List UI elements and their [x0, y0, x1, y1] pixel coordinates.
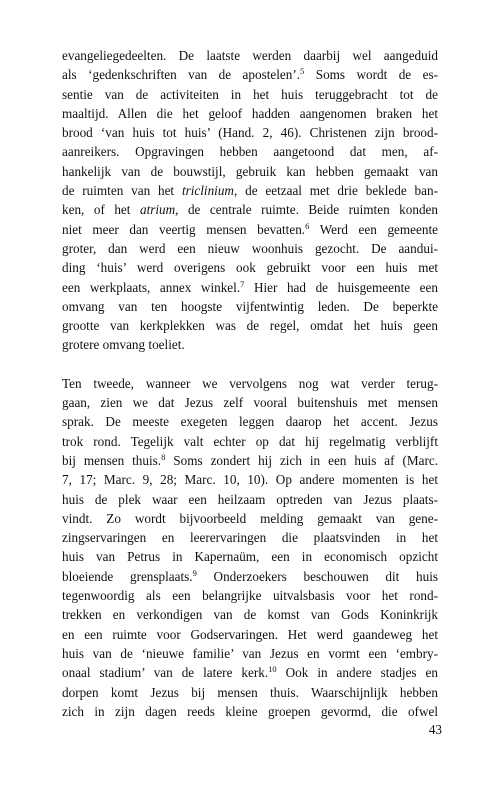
paragraph	[62, 46, 438, 355]
text-segment: groter, dan werd een nieuw woonhuis gezocht. De aandui-	[62, 240, 438, 256]
text-segment: sprak. De meeste exegeten leggen daarop het accent. Jezus	[62, 414, 438, 430]
text-segment: huis de plek waar een heilzaam optreden van Jezus plaats-	[62, 491, 438, 507]
text-segment: , de eetzaal met drie beklede ban-	[233, 183, 438, 199]
text-segment: sentie van de activiteiten in het huis teruggebracht tot de	[62, 86, 438, 102]
italic-term: atrium	[139, 202, 176, 218]
text-segment: als ‘gedenkschriften van de apostelen’.	[62, 67, 301, 83]
text-line	[62, 432, 438, 451]
text-line	[62, 123, 438, 142]
text-line	[62, 162, 438, 181]
text-line	[62, 490, 438, 509]
text-segment: zich in zijn dagen reeds kleine groepen gevormd, die ofwel	[62, 703, 438, 719]
text-segment: en een ruimte voor Godservaringen. Het werd gaandeweg het	[62, 626, 438, 642]
text-segment: Hier had de huisgemeente een	[244, 279, 438, 295]
text-segment: hankelijk van de bouwstijl, gebruik kan hebben gemaakt van	[62, 163, 438, 179]
text-line	[62, 200, 438, 219]
text-line	[62, 85, 438, 104]
text-line	[62, 528, 438, 547]
text-line	[62, 142, 438, 161]
italic-term: triclinium	[181, 183, 234, 199]
text-line	[62, 644, 438, 663]
text-segment: grootte van kerkplekken was de regel, omdat het huis geen	[62, 318, 438, 334]
text-line	[62, 393, 438, 412]
text-segment: evangeliegedeelten. De laatste werden daarbij wel aangeduid	[62, 48, 438, 63]
book-page-text	[62, 46, 438, 721]
text-line	[62, 586, 438, 605]
text-line	[62, 278, 438, 297]
text-line	[62, 567, 438, 586]
text-segment: de ruimten van het	[62, 183, 182, 199]
text-line	[62, 702, 438, 721]
text-segment: aanreikers. Opgravingen hebben aangetoond dat men, af-	[62, 144, 438, 160]
text-segment: trok rond. Tegelijk valt echter op dat hij regelmatig verblijft	[62, 433, 438, 449]
text-segment: vindt. Zo wordt bijvoorbeeld melding gemaakt van gene-	[62, 510, 438, 526]
text-line	[62, 451, 438, 470]
text-line	[62, 547, 438, 566]
text-segment: Ten tweede, wanneer we vervolgens nog wat verder terug-	[62, 375, 438, 391]
footnote-marker: 6	[305, 220, 310, 231]
text-line	[62, 46, 438, 65]
text-segment: grotere omvang toeliet.	[62, 337, 185, 353]
text-segment: ken, of het	[62, 202, 140, 218]
text-line	[62, 239, 438, 258]
text-line	[62, 297, 438, 316]
text-segment: gaan, zien we dat Jezus zelf vooral buitenshuis met mensen	[62, 395, 438, 411]
text-line	[62, 605, 438, 624]
text-segment: dorpen komt Jezus bij mensen thuis. Waarschijnlijk hebben	[62, 684, 438, 700]
text-segment: bloeiende grensplaats.	[62, 568, 193, 584]
text-segment: ding ‘huis’ werd overigens ook gebruikt voor een huis met	[62, 260, 438, 276]
text-segment: bij mensen thuis.	[62, 452, 162, 468]
footnote-marker: 5	[300, 66, 305, 77]
text-line	[62, 316, 438, 335]
text-segment: huis van de ‘nieuwe familie’ van Jezus en vormt een ‘embry-	[62, 645, 438, 661]
text-segment: Werd een gemeente	[309, 221, 438, 237]
text-line	[62, 104, 438, 123]
text-line	[62, 470, 438, 489]
text-line	[62, 683, 438, 702]
text-segment: Soms wordt de es-	[304, 67, 438, 83]
text-line	[62, 258, 438, 277]
text-segment: trekken en verkondigen van de komst van Gods Koninkrijk	[62, 607, 438, 623]
text-segment: brood ‘van huis tot huis’ (Hand. 2, 46). Christenen zijn brood-	[62, 125, 438, 141]
text-segment: niet meer dan veertig mensen bevatten.	[62, 221, 306, 237]
text-line	[62, 335, 438, 354]
text-segment: huis van Petrus in Kapernaüm, een in economisch opzicht	[62, 549, 438, 565]
text-line	[62, 625, 438, 644]
text-segment: Soms zondert hij zich in een huis af (Marc.	[165, 452, 439, 468]
text-segment: tegenwoordig als een belangrijke uitvalsbasis voor het rond-	[62, 588, 438, 604]
text-line	[62, 220, 438, 239]
text-line	[62, 374, 438, 393]
page-number: 43	[428, 722, 442, 737]
text-line	[62, 663, 438, 682]
text-segment: Onderzoekers beschouwen dit huis	[196, 568, 438, 584]
footnote-marker: 8	[161, 451, 166, 462]
footnote-marker: 9	[192, 567, 197, 578]
text-segment: onaal stadium’ van de latere kerk.	[62, 665, 269, 681]
text-segment: 7, 17; Marc. 9, 28; Marc. 10, 10). Op andere momenten is het	[62, 472, 438, 488]
paragraph	[62, 374, 438, 721]
text-segment: omvang van ten hoogste vijfentwintig leden. De beperkte	[62, 298, 438, 314]
footnote-marker: 10	[268, 664, 277, 675]
footnote-marker: 7	[240, 278, 245, 289]
text-segment: zingservaringen en leerervaringen die plaatsvinden in het	[62, 530, 438, 546]
text-segment: maaltijd. Allen die het geloof hadden aangenomen braken het	[62, 105, 438, 121]
text-line	[62, 412, 438, 431]
text-line	[62, 509, 438, 528]
text-segment: Ook in andere stadjes en	[276, 665, 438, 681]
text-line	[62, 65, 438, 84]
text-segment: , de centrale ruimte. Beide ruimten konden	[175, 202, 438, 218]
text-line	[62, 181, 438, 200]
text-segment: een werkplaats, annex winkel.	[62, 279, 241, 295]
